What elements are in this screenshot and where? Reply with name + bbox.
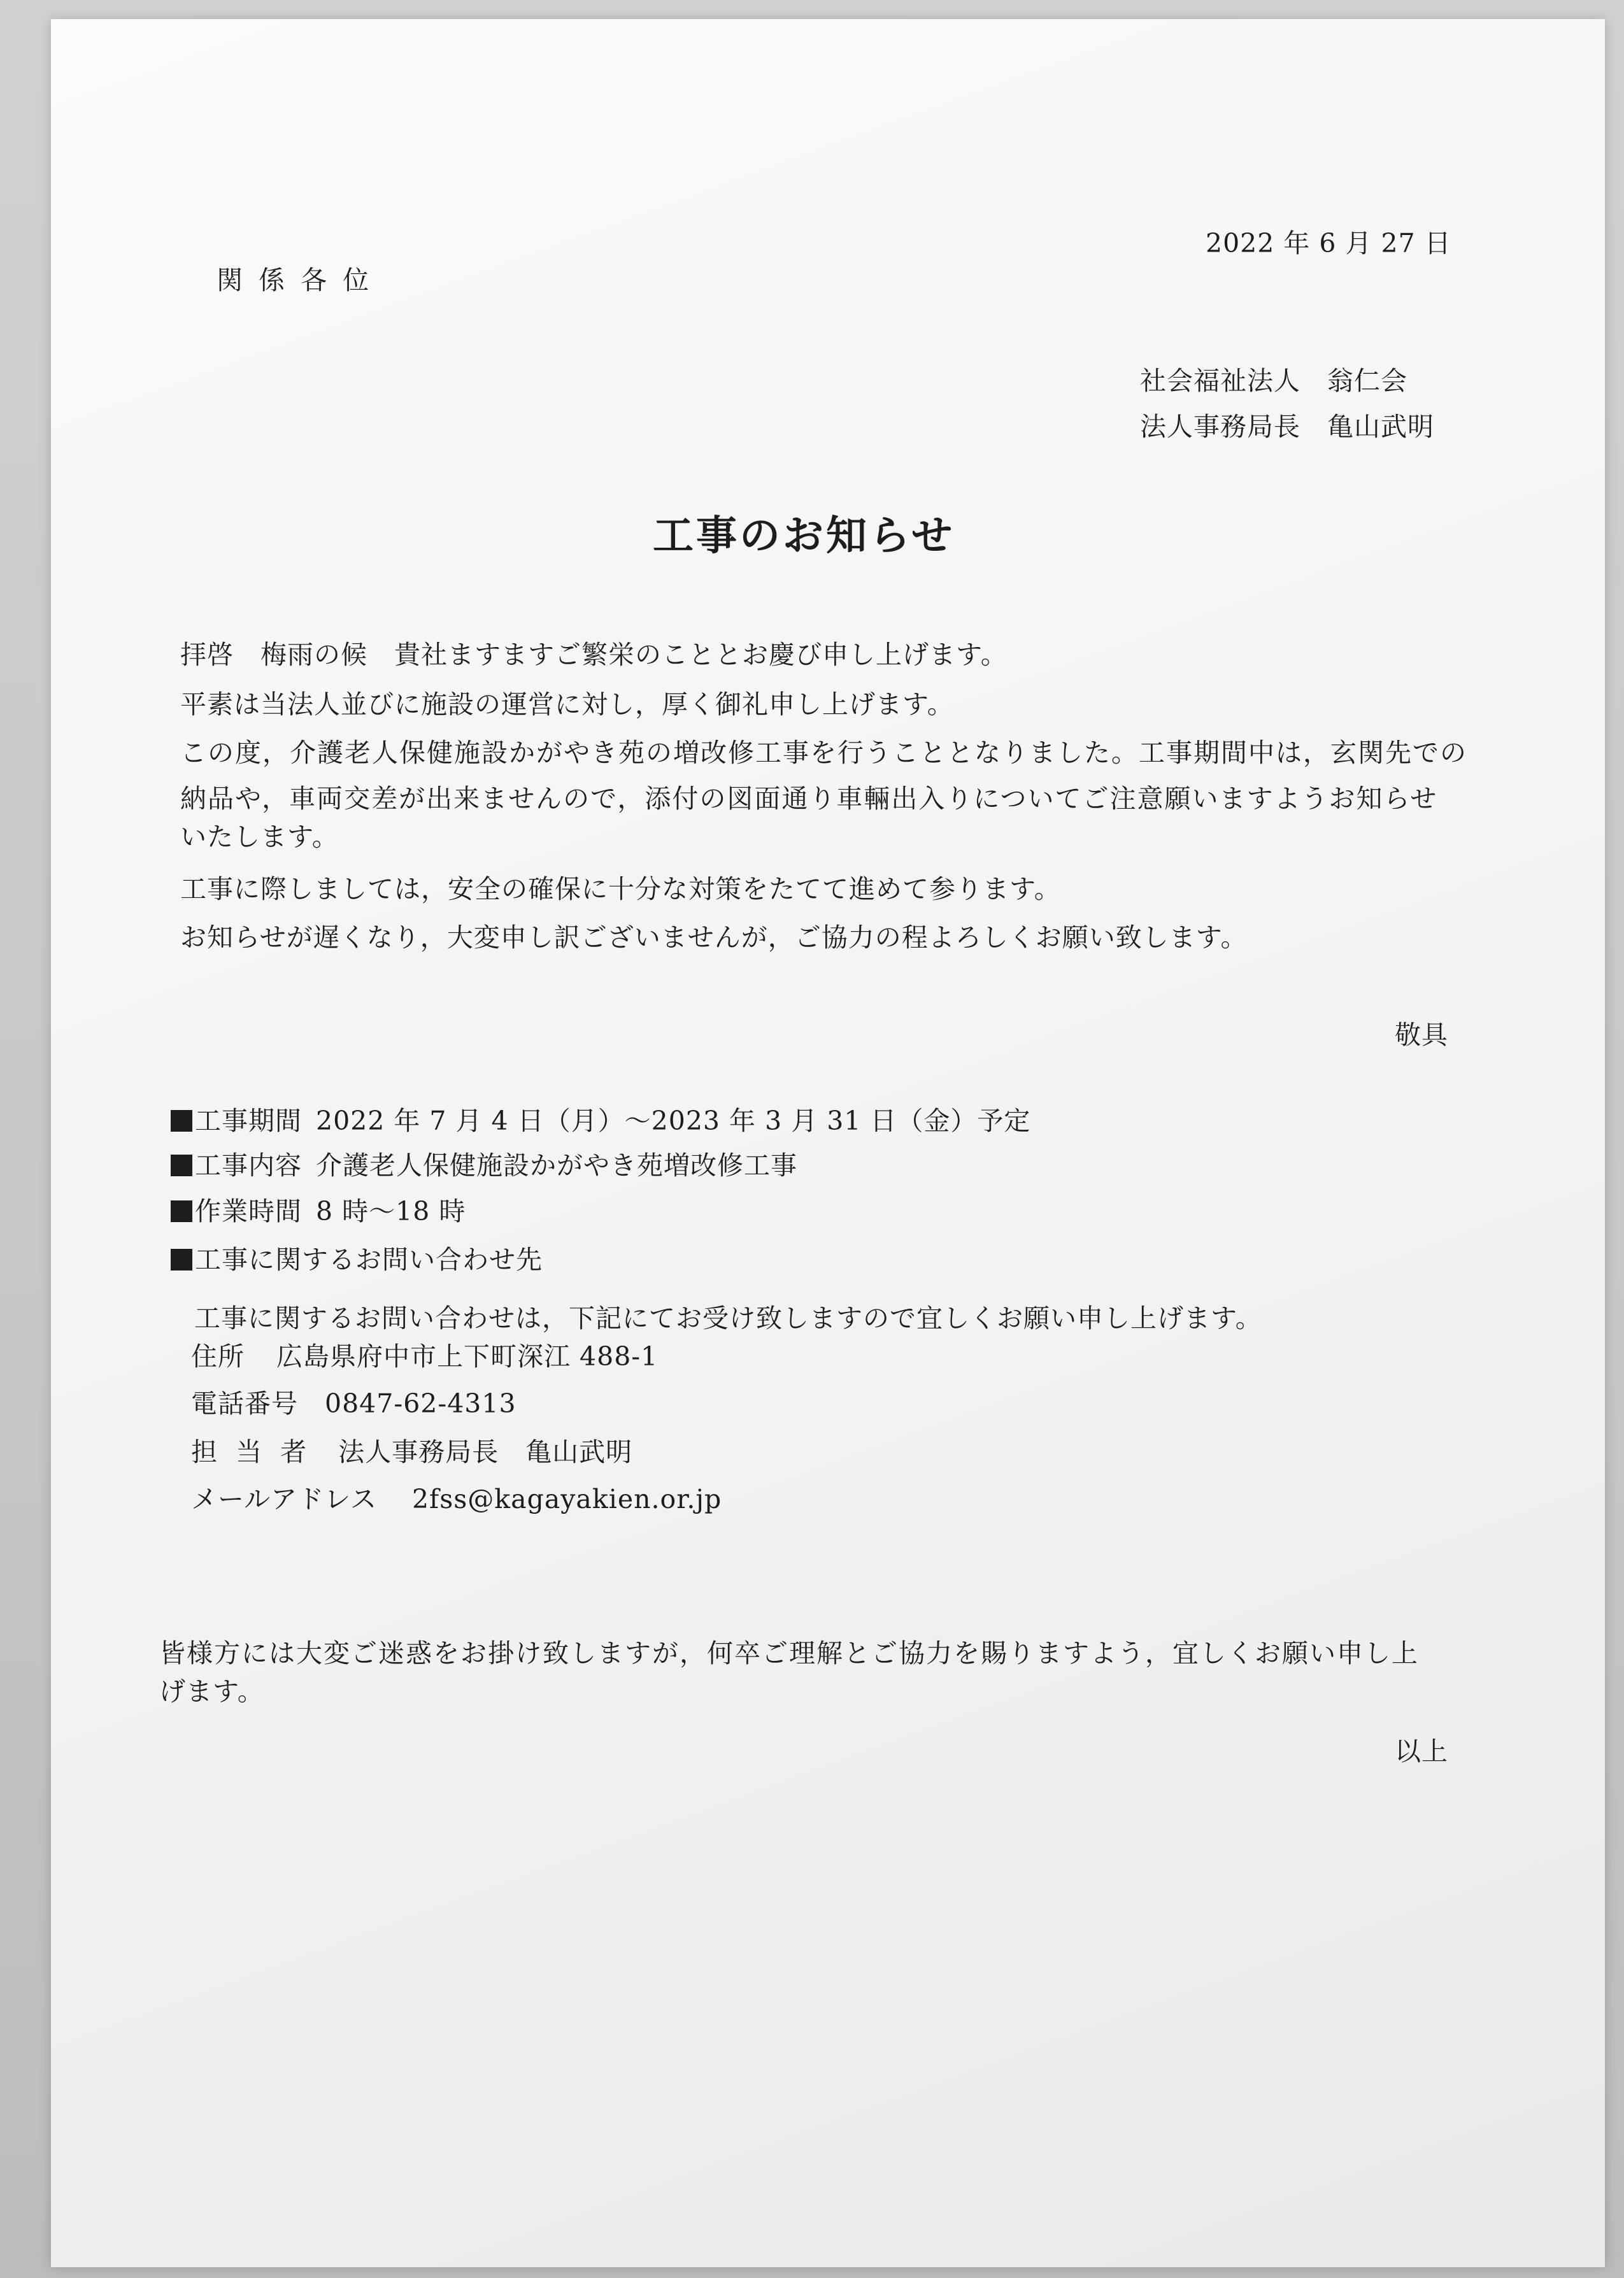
closing-ijo: 以上 (1395, 1736, 1448, 1767)
detail-period-value: 2022 年 7 月 4 日（月）～2023 年 3 月 31 日（金）予定 (316, 1106, 1031, 1136)
detail-hours-value: 8 時～18 時 (316, 1196, 466, 1227)
body-line: 納品や，車両交差が出来ませんので，添付の図面通り車輛出入りについてご注意願いますようお知らせ (180, 783, 1438, 814)
detail-period-label: 工事期間 (195, 1106, 302, 1136)
contact-email-label: メールアドレス (191, 1484, 377, 1514)
bullet-square-icon (171, 1200, 192, 1222)
contact-phone-value: 0847-62-4313 (325, 1388, 516, 1419)
closing-keigu: 敬具 (1395, 1020, 1448, 1050)
body-line: いたします。 (180, 822, 339, 852)
closing-paragraph-line: 皆様方には大変ご迷惑をお掛け致しますが，何卒ご理解とご協力を賜りますよう，宜しくお願い申し上 (159, 1638, 1419, 1669)
contact-phone (191, 1388, 516, 1419)
detail-content-label: 工事内容 (195, 1150, 302, 1181)
contact-person-value: 法人事務局長 亀山武明 (338, 1437, 633, 1467)
body-line: この度，介護老人保健施設かがやき苑の増改修工事を行うこととなりました。工事期間中は，玄関先での (180, 737, 1467, 768)
detail-content (171, 1150, 797, 1181)
detail-inquiry-label: 工事に関するお問い合わせ先 (195, 1244, 543, 1275)
bullet-square-icon (171, 1110, 192, 1132)
bullet-square-icon (171, 1155, 192, 1176)
contact-person-label: 担 当 者 (191, 1437, 312, 1467)
contact-phone-label: 電話番号 (191, 1388, 298, 1419)
inquiry-intro: 工事に関するお問い合わせは，下記にてお受け致しますので宜しくお願い申し上げます。 (194, 1303, 1262, 1334)
contact-address (191, 1341, 659, 1372)
page-title: 工事のお知らせ (653, 512, 955, 560)
detail-hours (171, 1196, 466, 1227)
body-line: 平素は当法人並びに施設の運営に対し，厚く御礼申し上げます。 (180, 689, 954, 720)
detail-content-value: 介護老人保健施設かがやき苑増改修工事 (316, 1150, 797, 1181)
contact-address-value: 広島県府中市上下町深江 488-1 (276, 1341, 659, 1372)
letter-date: 2022 年 6 月 27 日 (1206, 228, 1451, 259)
detail-inquiry (171, 1244, 543, 1275)
body-line: 工事に際しましては，安全の確保に十分な対策をたてて進めて参ります。 (180, 874, 1061, 904)
contact-email (191, 1486, 722, 1513)
bullet-square-icon (171, 1249, 192, 1271)
contact-person (191, 1439, 632, 1465)
recipient-line: 関 係 各 位 (217, 265, 373, 295)
detail-period (171, 1108, 1030, 1134)
letter-paper (51, 19, 1605, 2267)
sender-person: 法人事務局長 亀山武明 (1140, 411, 1434, 442)
body-line: 拝啓 梅雨の候 貴社ますますご繁栄のこととお慶び申し上げます。 (180, 639, 1008, 670)
closing-paragraph-line: げます。 (159, 1676, 264, 1707)
body-line: お知らせが遅くなり，大変申し訳ございませんが，ご協力の程よろしくお願い致します。 (180, 922, 1248, 953)
contact-address-label: 住所 (191, 1341, 245, 1372)
detail-hours-label: 作業時間 (195, 1196, 302, 1227)
sender-organization: 社会福祉法人 翁仁会 (1140, 366, 1407, 396)
contact-email-value: 2fss@kagayakien.or.jp (411, 1484, 722, 1514)
